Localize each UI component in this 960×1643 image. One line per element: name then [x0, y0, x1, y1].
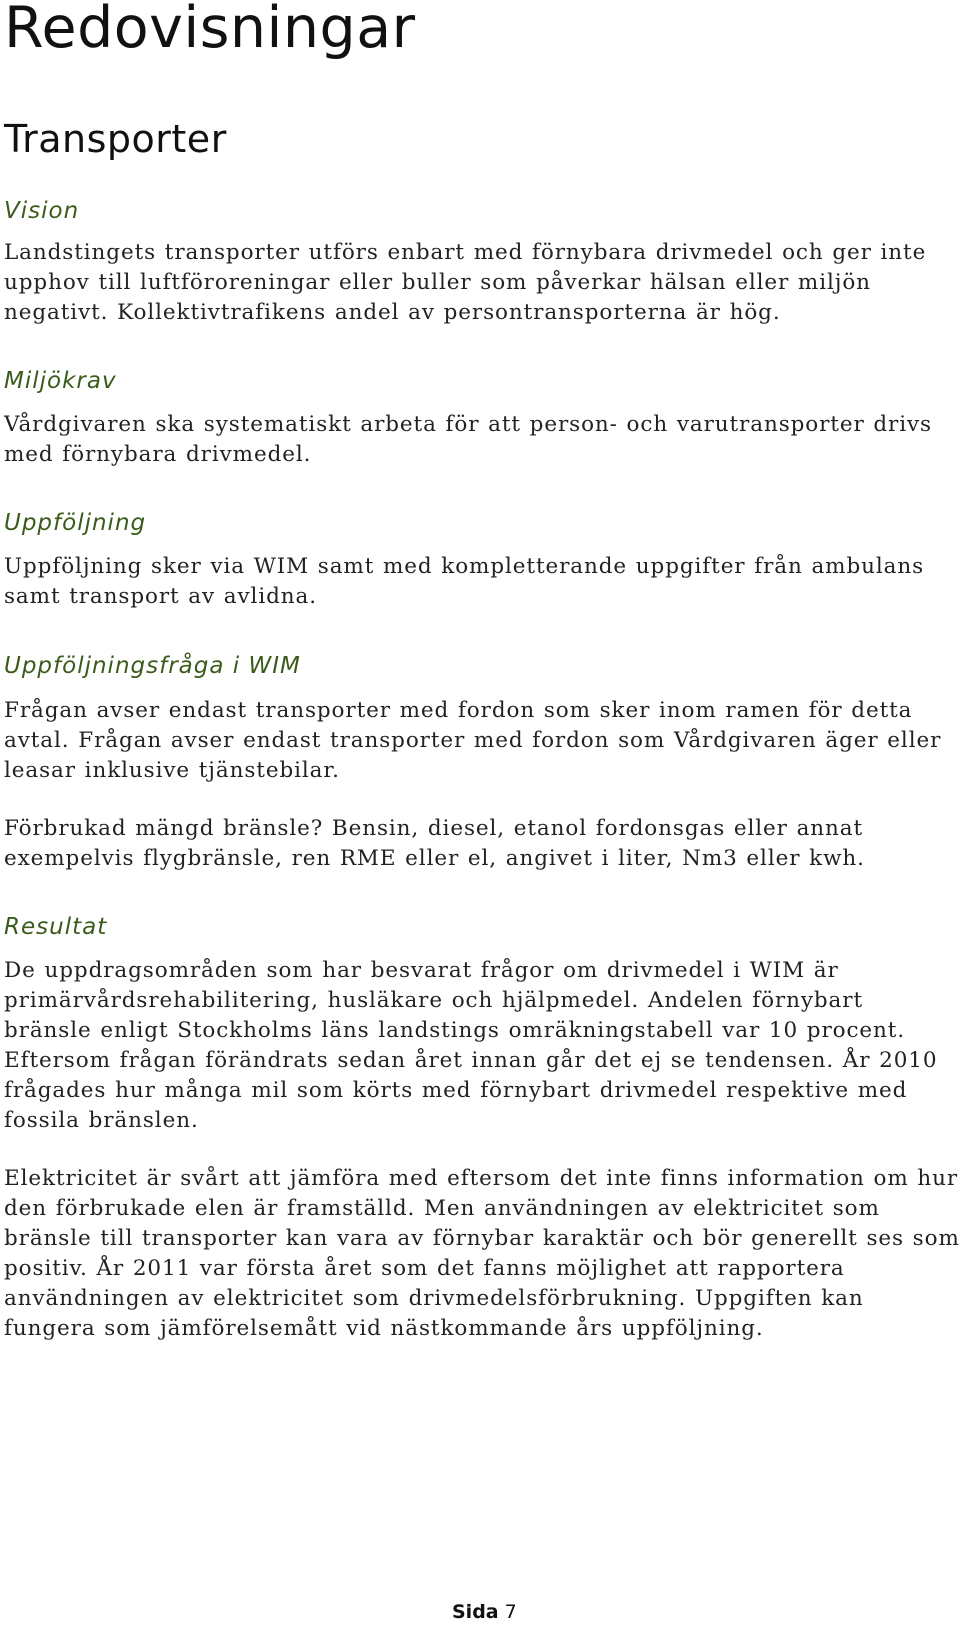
- text-line: negativt. Kollektivtrafikens andel av persontransporterna är hög.: [4, 300, 781, 325]
- heading-uppfoljningsfraga: Uppföljningsfråga i WIM: [4, 653, 301, 679]
- text-line: leasar inklusive tjänstebilar.: [4, 758, 340, 783]
- page-label: Sida: [452, 1601, 499, 1623]
- text-line: den förbrukade elen är framställd. Men användningen av elektricitet som: [4, 1196, 880, 1221]
- page-number: 7: [504, 1601, 517, 1623]
- heading-miljokrav: Miljökrav: [4, 368, 117, 394]
- heading-uppfoljning: Uppföljning: [4, 510, 147, 536]
- text-line: primärvårdsrehabilitering, husläkare och hjälpmedel. Andelen förnybart: [4, 988, 863, 1013]
- paragraph-vision: [4, 238, 954, 328]
- paragraph-resultat-1: [4, 956, 954, 1136]
- text-line: Landstingets transporter utförs enbart med förnybara drivmedel och ger inte: [4, 240, 927, 265]
- page-title: Redovisningar: [4, 0, 416, 61]
- paragraph-fraga-1: [4, 696, 954, 786]
- text-line: fossila bränslen.: [4, 1108, 199, 1133]
- paragraph-resultat-2: [4, 1164, 960, 1344]
- paragraph-fraga-2: [4, 814, 954, 874]
- text-line: positiv. År 2011 var första året som det fanns möjlighet att rapportera: [4, 1256, 845, 1281]
- text-line: frågades hur många mil som körts med förnybart drivmedel respektive med: [4, 1078, 908, 1103]
- text-line: Uppföljning sker via WIM samt med kompletterande uppgifter från ambulans: [4, 554, 925, 579]
- text-line: fungera som jämförelsemått vid nästkommande års uppföljning.: [4, 1316, 764, 1341]
- text-line: användningen av elektricitet som drivmedelsförbrukning. Uppgiften kan: [4, 1286, 864, 1311]
- page-footer: [452, 1600, 517, 1624]
- text-line: Vårdgivaren ska systematiskt arbeta för att person- och varutransporter drivs: [4, 412, 932, 437]
- text-line: Eftersom frågan förändrats sedan året innan går det ej se tendensen. År 2010: [4, 1048, 938, 1073]
- text-line: exempelvis flygbränsle, ren RME eller el, angivet i liter, Nm3 eller kwh.: [4, 846, 865, 871]
- heading-vision: Vision: [4, 198, 80, 224]
- text-line: samt transport av avlidna.: [4, 584, 317, 609]
- text-line: med förnybara drivmedel.: [4, 442, 312, 467]
- section-title: Transporter: [4, 117, 227, 161]
- text-line: Frågan avser endast transporter med fordon som sker inom ramen för detta: [4, 698, 913, 723]
- text-line: bränsle till transporter kan vara av förnybar karaktär och bör generellt ses som: [4, 1226, 960, 1251]
- text-line: Förbrukad mängd bränsle? Bensin, diesel, etanol fordonsgas eller annat: [4, 816, 864, 841]
- paragraph-miljokrav: [4, 410, 954, 470]
- text-line: bränsle enligt Stockholms läns landstings omräkningstabell var 10 procent.: [4, 1018, 906, 1043]
- text-line: Elektricitet är svårt att jämföra med eftersom det inte finns information om hur: [4, 1166, 959, 1191]
- text-line: upphov till luftföroreningar eller buller som påverkar hälsan eller miljön: [4, 270, 871, 295]
- heading-resultat: Resultat: [4, 914, 108, 940]
- paragraph-uppfoljning: [4, 552, 954, 612]
- text-line: De uppdragsområden som har besvarat frågor om drivmedel i WIM är: [4, 958, 839, 983]
- text-line: avtal. Frågan avser endast transporter med fordon som Vårdgivaren äger eller: [4, 728, 942, 753]
